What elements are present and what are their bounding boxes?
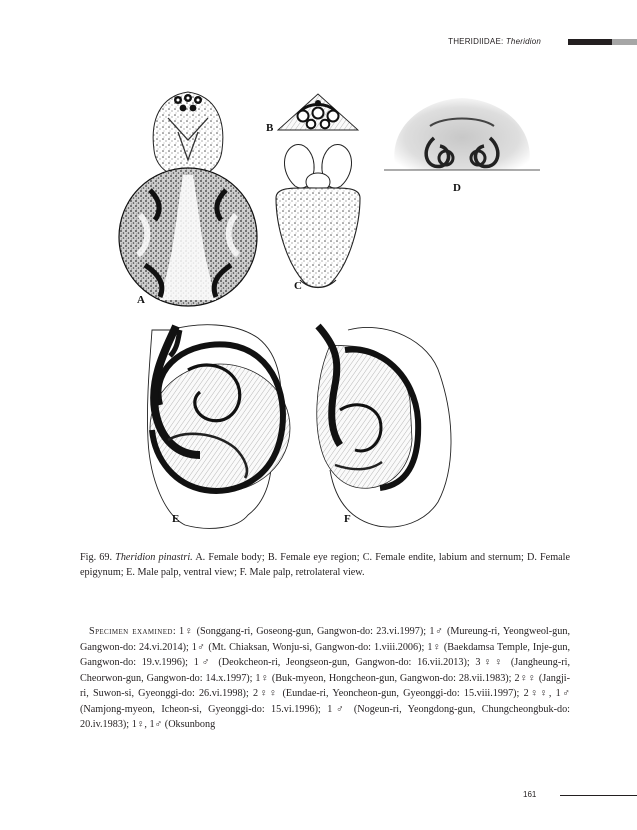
specimens-heading: Specimen examined (89, 626, 173, 637)
figure-caption (80, 550, 570, 580)
figure-b-eye-region (278, 94, 358, 130)
figure-label-c: C (294, 280, 302, 292)
page-number-rule (560, 795, 637, 796)
page-number: 161 (523, 790, 537, 799)
running-head-family: THERIDIIDAE: (448, 37, 504, 46)
caption-species: Theridion pinastri. (115, 552, 193, 563)
figure-label-b: B (266, 122, 274, 134)
caption-fig-number: Fig. 69. (80, 552, 113, 563)
figure-e-male-palp-ventral (147, 325, 290, 529)
specimens-examined: Specimen examined: 1♀ (Songgang-ri, Goseong-gun, Gangwon-do: 23.vi.1997); 1♂ (Mureung-ri, Yeongweol-gun, Gangwon-do: 24.vi.2014); 1♂ (Mt. Chiaksan, Wonju-si, Gangwon-do: 1.viii.2006); 1♀ (Baekdamsa Temple, Inje-gun, Gangwon-do: 19.v.1996); 1♂ (Deokcheon-ri, Jeongseon-gun, Gangwon-do: 16.vii.2013); 3♀♀ (Jangheung-ri, Cheorwon-gun, Gangwon-do: 14.x.1997); 1♀ (Buk-myeon, Hongcheon-gun, Gangwon-do: 28.vii.1983); 2♀♀ (Jangji-ri, Suwon-si, Gyeonggi-do: 26.vi.1998); 2♀♀ (Eundae-ri, Yeoncheon-gun, Gyeonggi-do: 15.viii.1997); 2♀♀, 1♂ (Namjong-myeon, Icheon-si, Gyeonggi-do: 15.vi.1996); 1♂ (Nogeun-ri, Yeongdong-gun, Chungcheongbuk-do: 20.iv.1983); 1♀, 1♂ (Oksunbong (80, 626, 570, 730)
figure-d-epigynum (384, 98, 540, 170)
figure-label-e: E (172, 513, 180, 525)
caption-text: A. Female body; B. Female eye region; C. Female endite, labium and sternum; D. Female epigynum; E. Male palp, ventral view; F. Male palp, retrolateral view. (80, 552, 570, 578)
figure-f-male-palp-retrolateral (317, 326, 451, 527)
running-head-genus: Theridion (505, 37, 541, 46)
specimens-body: 1♀ (Songgang-ri, Goseong-gun, Gangwon-do: 23.vi.1997); 1♂ (Mureung-ri, Yeongweol-gun, Gangwon-do: 24.vi.2014); 1♂ (Mt. Chiaksan, Wonju-si, Gangwon-do: 1.viii.2006); 1♀ (Baekdamsa Temple, Inje-gun, Gangwon-do: 19.v.1996); 1♂ (Deokcheon-ri, Jeongseon-gun, Gangwon-do: 16.vii.2013); 3♀♀ (Jangheung-ri, Cheorwon-gun, Gangwon-do: 14.x.1997); 1♀ (Buk-myeon, Hongcheon-gun, Gangwon-do: 28.vii.1983); 2♀♀ (Jangji-ri, Suwon-si, Gyeonggi-do: 26.vi.1998); 2♀♀ (Eundae-ri, Yeoncheon-gun, Gyeonggi-do: 15.viii.1997); 2♀♀, 1♂ (Namjong-myeon, Icheon-si, Gyeonggi-do: 15.vi.1996); 1♂ (Nogeun-ri, Yeongdong-gun, Chungcheongbuk-do: 20.iv.1983); 1♀, 1♂ (Oksunbong (80, 626, 570, 730)
figure-label-f: F (344, 513, 351, 525)
figure-a-female-body (119, 92, 257, 306)
figure-label-d: D (453, 182, 461, 194)
figure-c-sternum (276, 145, 360, 288)
figure-label-a: A (137, 294, 145, 306)
